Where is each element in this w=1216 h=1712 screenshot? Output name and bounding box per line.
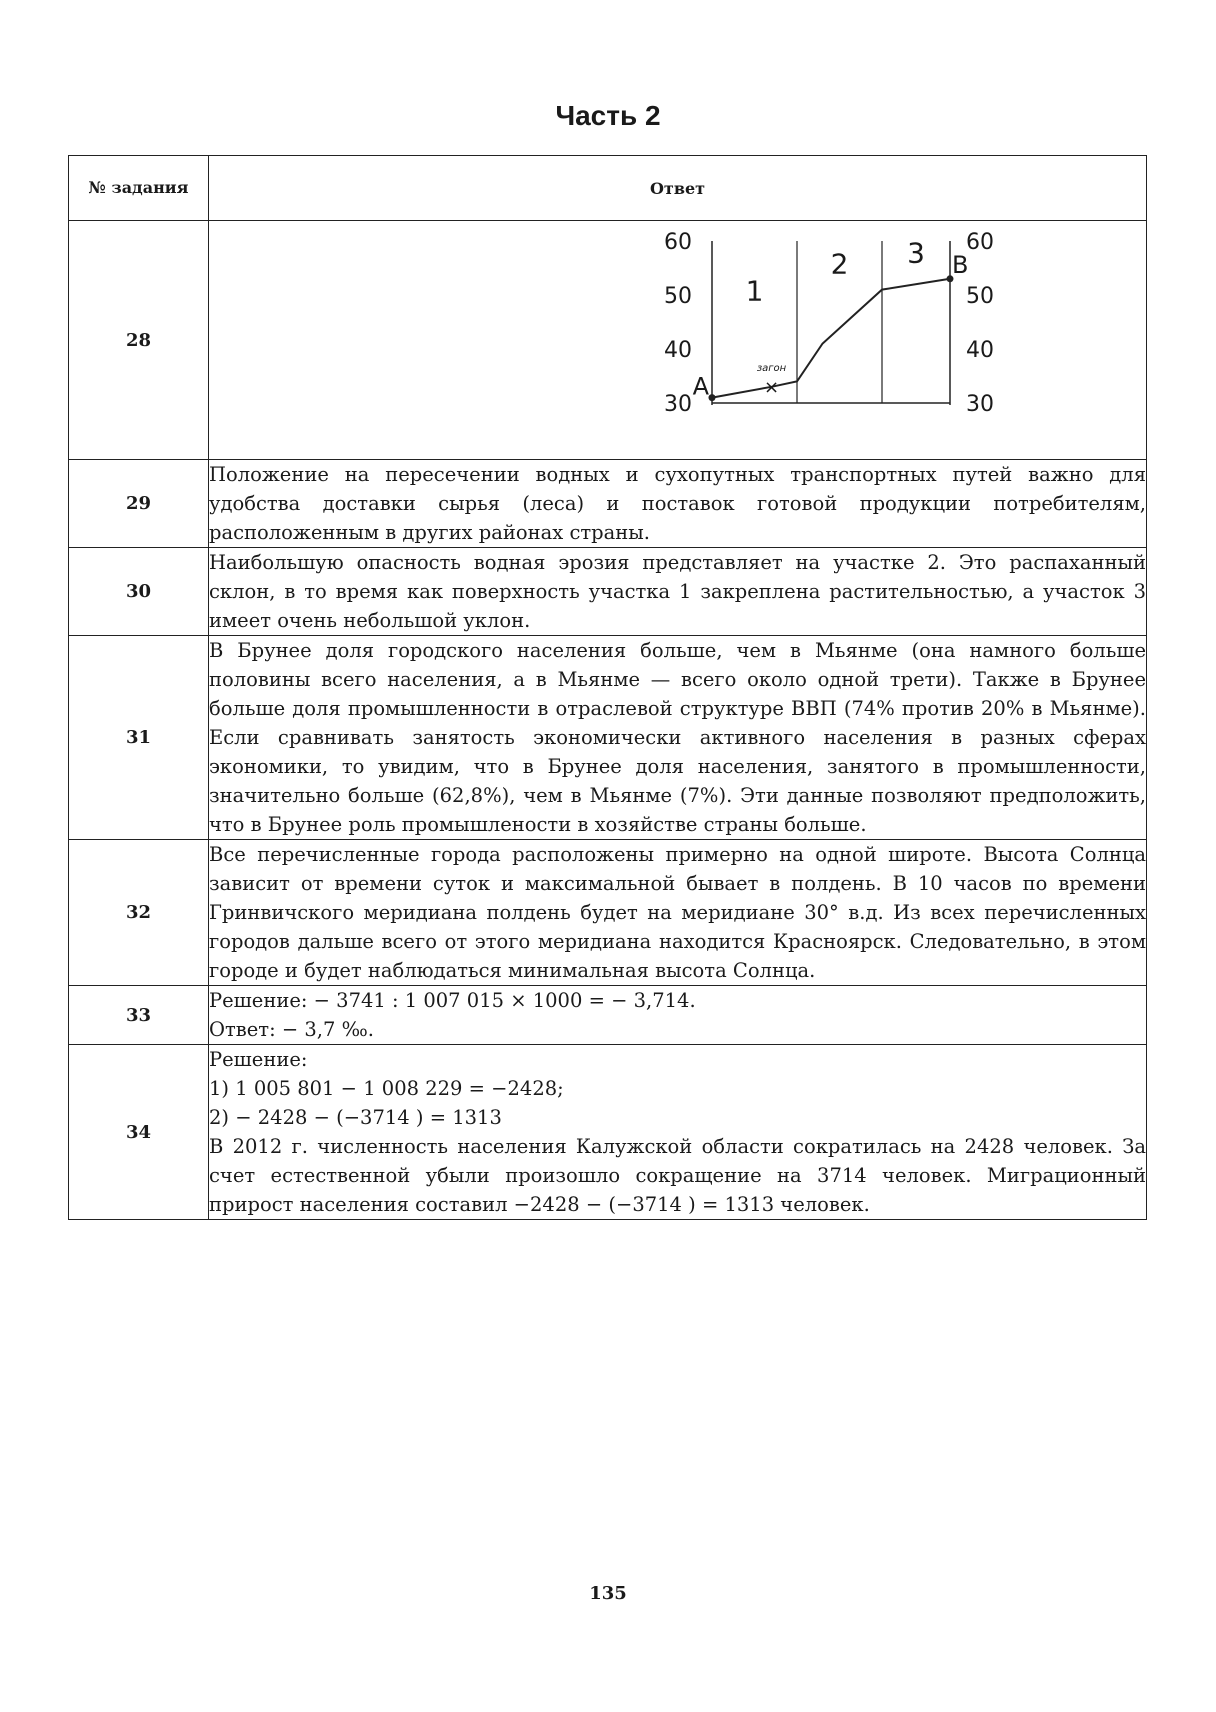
table-row bbox=[69, 1045, 1147, 1220]
table-header-row bbox=[69, 156, 1147, 221]
point-a-marker bbox=[709, 394, 716, 401]
answer-line: Решение: − 3741 : 1 007 015 × 1000 = − 3,714. bbox=[209, 989, 696, 1012]
answer-text: Все перечисленные города расположены примерно на одной широте. Высота Солнца зависит от времени суток и максимальной бывает в полдень. В 10 часов по времени Гринвичского меридиана полдень будет на меридиане 30° в.д. Из всех перечисленных городов дальше всего от этого меридиана находится Красноярск. Следовательно, в этом городе и будет наблюдаться минимальная высота Солнца. bbox=[209, 840, 1147, 986]
table-row bbox=[69, 221, 1147, 460]
answer-line: Ответ: − 3,7 ‰. bbox=[209, 1018, 374, 1041]
answer-text bbox=[209, 1045, 1147, 1220]
y-tick-label-right: 50 bbox=[966, 284, 994, 309]
y-tick-label-right: 60 bbox=[966, 230, 994, 255]
task-number: 29 bbox=[69, 460, 209, 548]
point-b-label: B bbox=[952, 250, 969, 279]
answer-line: 2) − 2428 − (−3714 ) = 1313 bbox=[209, 1106, 502, 1129]
section-label: 3 bbox=[907, 236, 925, 270]
y-tick-label-left: 30 bbox=[664, 392, 692, 417]
page-number: 135 bbox=[589, 1583, 627, 1604]
header-answer: Ответ bbox=[209, 156, 1147, 221]
y-tick-label-left: 60 bbox=[664, 230, 692, 255]
y-tick-label-right: 40 bbox=[966, 338, 994, 363]
page-title: Часть 2 bbox=[555, 100, 661, 131]
section-label: 1 bbox=[745, 274, 764, 308]
task-number: 34 bbox=[69, 1045, 209, 1220]
task-number: 31 bbox=[69, 636, 209, 840]
chart-cell bbox=[209, 221, 1147, 460]
table-row bbox=[69, 840, 1147, 986]
answer-text: Наибольшую опасность водная эрозия представляет на участке 2. Это распаханный склон, в то время как поверхность участка 1 закреплена растительностью, а участок 3 имеет очень небольшой уклон. bbox=[209, 548, 1147, 636]
answer-text bbox=[209, 986, 1147, 1045]
point-a-label: A bbox=[692, 372, 709, 401]
y-tick-label-right: 30 bbox=[966, 392, 994, 417]
y-tick-label-left: 40 bbox=[664, 338, 692, 363]
table-row bbox=[69, 548, 1147, 636]
annotation-label: загон bbox=[756, 362, 787, 374]
answer-line: 1) 1 005 801 − 1 008 229 = −2428; bbox=[209, 1077, 564, 1100]
answer-text: Положение на пересечении водных и сухопутных транспортных путей важно для удобства доставки сырья (леса) и поставок готовой продукции потребителям, расположенным в других районах страны. bbox=[209, 460, 1147, 548]
table-row bbox=[69, 636, 1147, 840]
answers-table bbox=[68, 155, 1147, 1220]
answer-text: В Брунее доля городского населения больше, чем в Мьянме (она намного больше половины всего населения, а в Мьянме — всего около одной трети). Также в Брунее больше доля промышленности в отраслевой структуре ВВП (74% против 20% в Мьянме). Если сравнивать занятость экономически активного населения в разных сферах экономики, то увидим, что в Брунее доля населения, занятого в промышленности, значительно больше (62,8%), чем в Мьянме (7%). Эти данные позволяют предположить, что в Брунее роль промышлености в хозяйстве страны больше. bbox=[209, 636, 1147, 840]
table-row bbox=[69, 986, 1147, 1045]
answer-paragraph: В 2012 г. численность населения Калужской области сократилась на 2428 человек. За счет естественной убыли произошло сокращение на 3714 человек. Миграционный прирост населения составил −2428 − (−3714 ) = 1313 человек. bbox=[209, 1135, 1146, 1216]
task-number: 32 bbox=[69, 840, 209, 986]
header-number: № задания bbox=[69, 156, 209, 221]
annotation-marker: × bbox=[763, 376, 780, 398]
table-row bbox=[69, 460, 1147, 548]
task-number: 30 bbox=[69, 548, 209, 636]
task-number: 33 bbox=[69, 986, 209, 1045]
task-number: 28 bbox=[69, 221, 209, 460]
answer-line: Решение: bbox=[209, 1048, 308, 1071]
section-label: 2 bbox=[830, 247, 849, 281]
y-tick-label-left: 50 bbox=[664, 284, 692, 309]
slope-profile-chart bbox=[209, 221, 1148, 459]
